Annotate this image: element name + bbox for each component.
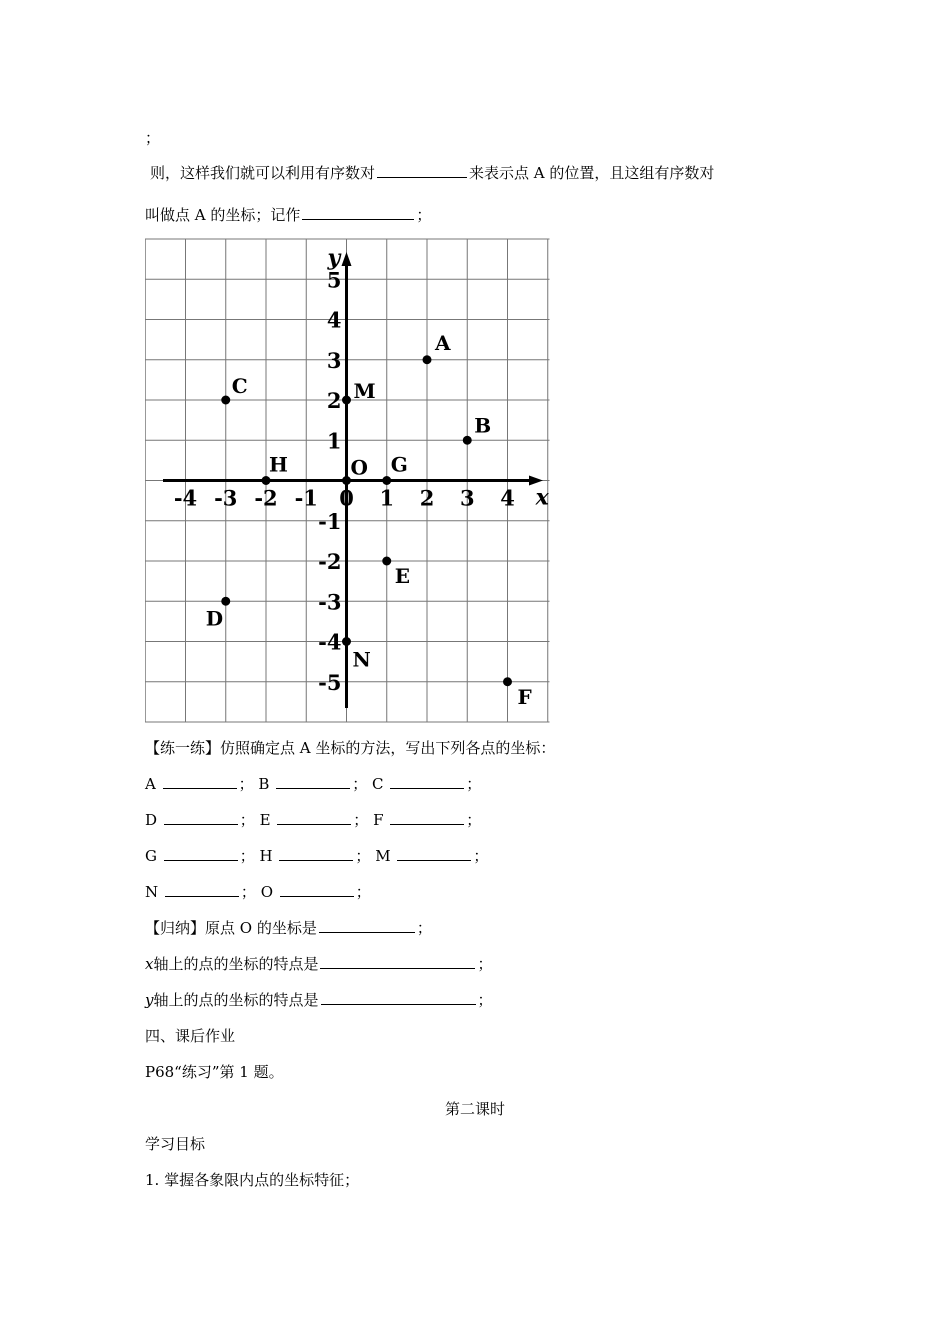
y-tick-label: 5 [326, 267, 342, 293]
summary-line-1 [145, 918, 432, 938]
point-D [221, 597, 230, 606]
point-label-D: D [205, 606, 224, 631]
answer-blank-B[interactable] [276, 774, 350, 789]
intro-text-2b: ； [416, 206, 432, 224]
y-tick-label: 1 [326, 428, 342, 454]
axes [163, 252, 543, 708]
lesson2-goals: 学习目标 [145, 1135, 206, 1153]
y-tick-label: -2 [318, 549, 342, 574]
intro-text-1b: 来表示点 A 的位置，且这组有序数对 [469, 164, 715, 182]
intro-text-1a: 则，这样我们就可以利用有序数对 [150, 164, 376, 182]
y-tick-label: -1 [318, 508, 342, 534]
separator: ； [239, 811, 260, 829]
summary-line-3 [145, 990, 493, 1010]
y-variable: y [145, 991, 154, 1009]
answer-blank-N[interactable] [165, 882, 239, 897]
separator: ； [466, 775, 482, 793]
point-E [382, 557, 391, 566]
points [206, 331, 532, 709]
y-axis-label: y [327, 245, 341, 271]
summary-text-x-axis: 轴上的点的坐标的特点是 [153, 955, 319, 973]
point-label-G: G [145, 847, 162, 865]
separator: ； [355, 847, 376, 865]
separator: ； [473, 847, 489, 865]
point-C [221, 396, 230, 405]
y-tick-label: -5 [318, 669, 342, 695]
y-tick-label: 4 [326, 307, 342, 333]
y-tick-label: 2 [326, 388, 342, 413]
point-G [382, 476, 391, 485]
separator: ； [239, 847, 260, 865]
lesson2-goal-1: 1. 掌握各象限内点的坐标特征； [145, 1171, 360, 1189]
summary-end-2: ； [477, 955, 493, 973]
point-F [503, 677, 512, 686]
point-label-M: M [353, 379, 376, 403]
summary-text-y-axis: 轴上的点的坐标的特点是 [153, 991, 319, 1009]
top-semicolon: ； [145, 129, 161, 147]
point-label-F: F [373, 811, 389, 829]
answer-blank-H[interactable] [279, 846, 353, 861]
point-label-A: A [145, 775, 161, 793]
x-variable: x [145, 955, 154, 973]
answer-blank-M[interactable] [397, 846, 471, 861]
point-label-B: B [258, 775, 275, 793]
x-tick-label: -4 [173, 485, 198, 511]
point-H [262, 476, 271, 485]
point-label-O: O [350, 455, 368, 480]
point-label-D: D [145, 811, 162, 829]
x-tick-label: -2 [254, 485, 278, 511]
y-tick-label: -3 [318, 589, 342, 615]
answer-blank-C[interactable] [390, 774, 464, 789]
x-tick-label: -1 [294, 485, 318, 511]
intro-line-2 [145, 205, 431, 225]
point-label-E: E [394, 564, 410, 588]
answer-blank-G[interactable] [164, 846, 238, 861]
answer-blank-E[interactable] [277, 810, 351, 825]
separator: ； [240, 883, 261, 901]
separator: ； [238, 775, 259, 793]
x-tick-label: 1 [379, 485, 395, 511]
answer-blank-D[interactable] [164, 810, 238, 825]
point-label-B: B [474, 413, 492, 438]
answer-blank-origin[interactable] [319, 918, 415, 933]
point-N [342, 637, 351, 646]
separator: ； [352, 775, 372, 793]
point-M [342, 396, 351, 405]
y-tick-label: -4 [318, 629, 342, 655]
answer-blank-O[interactable] [280, 882, 354, 897]
intro-text-2a: 叫做点 A 的坐标；记作 [145, 206, 301, 224]
point-label-H: H [259, 847, 278, 865]
practice-row [145, 882, 371, 902]
homework-text: P68“练习”第 1 题。 [145, 1063, 284, 1081]
separator: ； [353, 811, 374, 829]
answer-blank-A[interactable] [163, 774, 237, 789]
point-B [463, 436, 472, 445]
x-tick-label: 0 [339, 485, 354, 511]
point-label-F: F [517, 684, 532, 709]
point-label-C: C [371, 775, 389, 793]
answer-blank-y-axis[interactable] [321, 990, 476, 1005]
separator: ； [355, 883, 371, 901]
point-label-M: M [375, 847, 396, 865]
practice-row [145, 846, 488, 866]
answer-blank-F[interactable] [390, 810, 464, 825]
y-axis-arrow [342, 252, 352, 266]
point-label-H: H [269, 452, 288, 477]
x-tick-label: 3 [459, 485, 475, 511]
summary-end-1: ； [416, 919, 432, 937]
summary-end-3: ； [477, 991, 493, 1009]
answer-blank-x-axis[interactable] [320, 954, 475, 969]
homework-heading: 四、课后作业 [145, 1027, 236, 1045]
y-tick-label: 3 [326, 347, 342, 373]
x-tick-label: 4 [500, 485, 515, 511]
summary-line-2 [145, 954, 493, 974]
point-label-G: G [390, 452, 408, 477]
point-label-N: N [145, 883, 163, 901]
point-label-C: C [231, 374, 248, 398]
coordinate-plane [145, 238, 550, 723]
x-axis-label: x [535, 484, 549, 511]
point-label-A: A [435, 330, 451, 355]
answer-blank-ordered-pair[interactable] [377, 163, 467, 178]
answer-blank-notation[interactable] [302, 205, 414, 220]
coordinate-grid-figure [145, 238, 550, 723]
x-tick-label: -3 [214, 485, 238, 511]
practice-heading: 【练一练】仿照确定点 A 坐标的方法，写出下列各点的坐标： [145, 739, 556, 757]
x-tick-label: 2 [419, 485, 435, 511]
intro-line-1 [150, 163, 714, 183]
summary-text-origin: 【归纳】原点 O 的坐标是 [145, 919, 317, 937]
point-label-O: O [260, 883, 278, 901]
practice-row [145, 774, 481, 794]
practice-row [145, 810, 481, 830]
lesson2-title: 第二课时 [444, 1100, 505, 1118]
point-label-E: E [259, 811, 276, 829]
separator: ； [466, 811, 482, 829]
point-A [423, 355, 432, 364]
point-label-N: N [352, 647, 371, 672]
